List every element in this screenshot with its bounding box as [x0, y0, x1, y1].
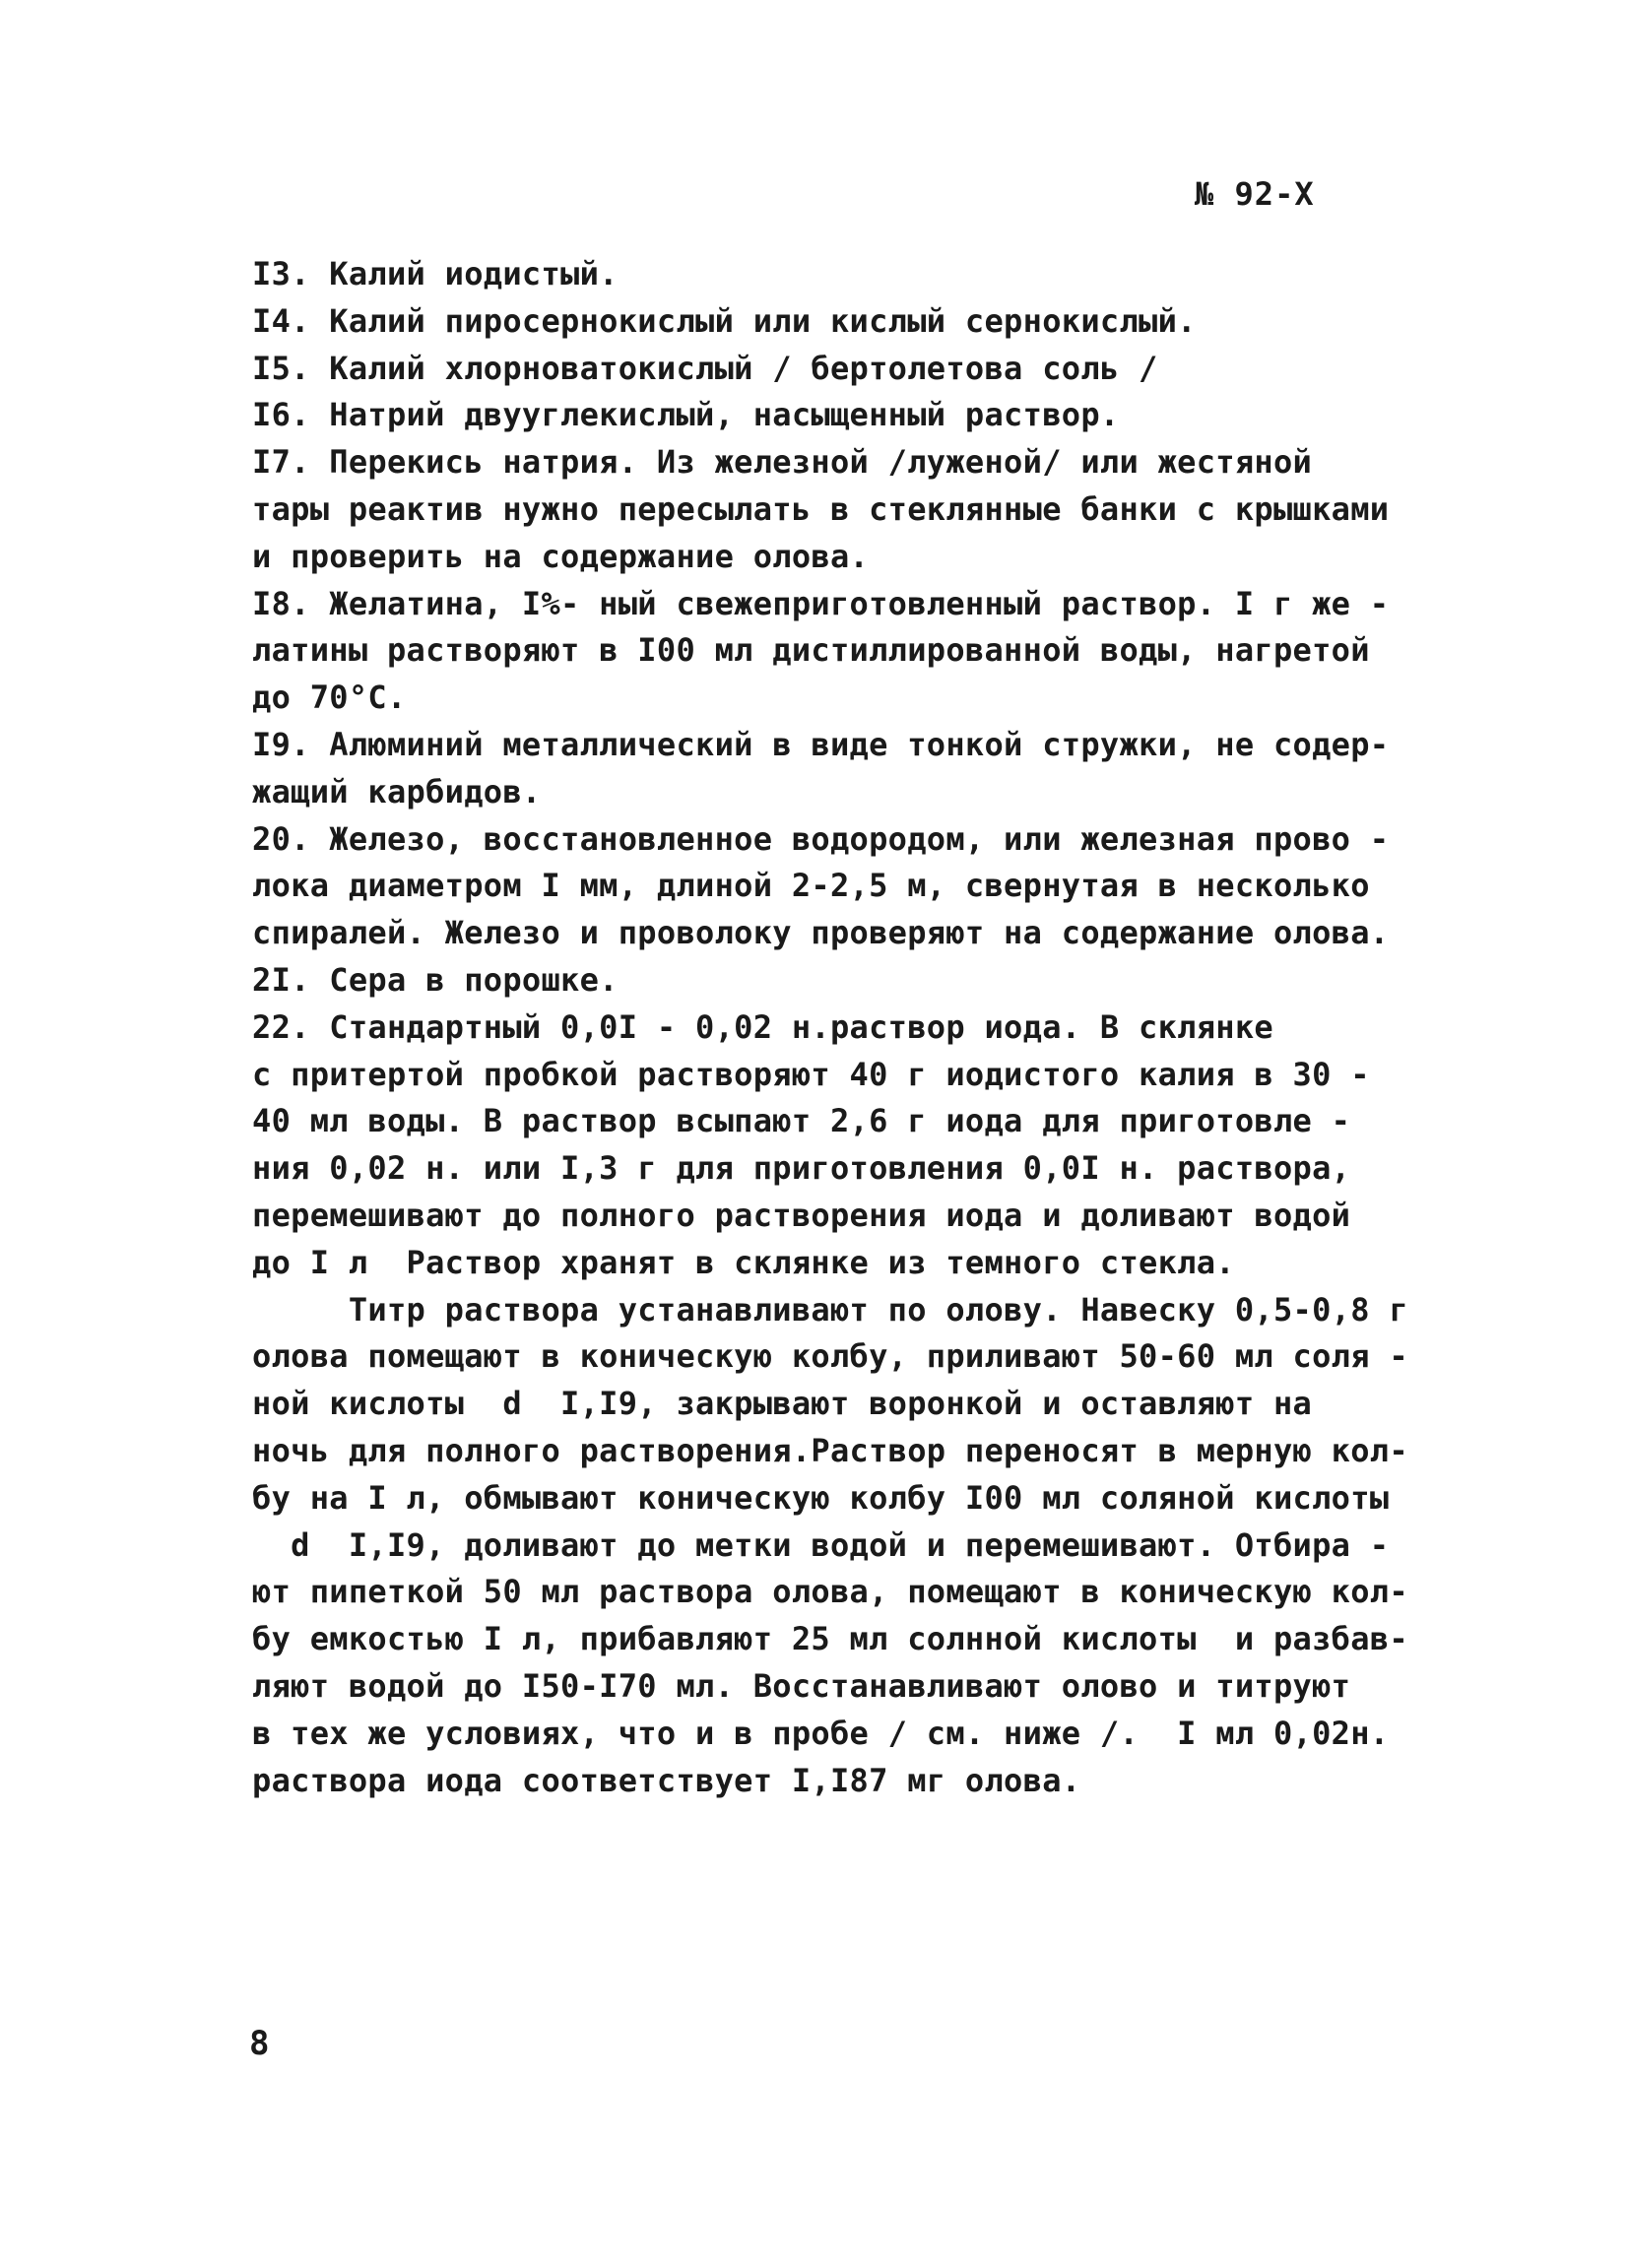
text-line: в тех же условиях, что и в пробе / см. ниже /. I мл 0,02н.	[252, 1714, 1390, 1752]
text-line: ной кислоты d I,I9, закрывают воронкой и оставляют на	[252, 1385, 1313, 1423]
text-line: 20. Железо, восстановленное водородом, или железная прово -	[252, 819, 1390, 858]
text-line: тары реактив нужно пересылать в стеклянные банки с крышками	[252, 489, 1390, 528]
text-line: I8. Желатина, I%- ный свежеприготовленный раствор. I г же -	[252, 584, 1390, 622]
text-line: d I,I9, доливают до метки водой и перемешивают. Отбира -	[252, 1525, 1390, 1564]
page-number: 8	[249, 2024, 270, 2063]
text-line: ют пипеткой 50 мл раствора олова, помещают в коническую кол-	[252, 1573, 1408, 1611]
document-number: № 92-X	[1195, 175, 1315, 213]
text-line: I9. Алюминий металлический в виде тонкой стружки, не содер-	[252, 725, 1390, 763]
text-line: и проверить на содержание олова.	[252, 537, 870, 575]
text-line: I5. Калий хлорноватокислый / бертолетова соль /	[252, 349, 1158, 387]
text-line: с притертой пробкой растворяют 40 г иодистого калия в 30 -	[252, 1055, 1370, 1093]
text-line: I7. Перекись натрия. Из железной /луженой/ или жестяной	[252, 443, 1313, 482]
text-line: жащий карбидов.	[252, 772, 542, 810]
text-line: I6. Натрий двууглекислый, насыщенный раствор.	[252, 396, 1120, 434]
body-text	[252, 251, 1414, 1804]
text-line: до 70°С.	[252, 679, 407, 717]
text-line: до I л Раствор хранят в склянке из темного стекла.	[252, 1243, 1235, 1281]
text-line: 40 мл воды. В раствор всыпают 2,6 г иода для приготовле -	[252, 1102, 1351, 1140]
text-line: ночь для полного растворения.Раствор переносят в мерную кол-	[252, 1431, 1408, 1469]
text-line: 22. Стандартный 0,0I - 0,02 н.раствор иода. В склянке	[252, 1007, 1273, 1046]
text-line: 2I. Сера в порошке.	[252, 960, 619, 999]
text-line: олова помещают в коническую колбу, приливают 50-60 мл соля -	[252, 1337, 1408, 1376]
text-line: раствора иода соответствует I,I87 мг олова.	[252, 1761, 1081, 1799]
text-line: бу емкостью I л, прибавляют 25 мл солнной кислоты и разбав-	[252, 1620, 1408, 1658]
text-line: бу на I л, обмывают коническую колбу I00 мл соляной кислоты	[252, 1478, 1390, 1517]
text-line: спиралей. Железо и проволоку проверяют на содержание олова.	[252, 914, 1390, 952]
text-line: ляют водой до I50-I70 мл. Восстанавливают олово и титруют	[252, 1666, 1351, 1705]
text-line: ния 0,02 н. или I,3 г для приготовления 0,0I н. раствора,	[252, 1149, 1351, 1188]
text-line: I3. Калий иодистый.	[252, 255, 619, 292]
text-line: I4. Калий пиросернокислый или кислый сернокислый.	[252, 301, 1197, 340]
text-line: перемешивают до полного растворения иода и доливают водой	[252, 1196, 1351, 1234]
text-line: латины растворяют в I00 мл дистиллированной воды, нагретой	[252, 631, 1370, 670]
text-line: Титр раствора устанавливают по олову. Навеску 0,5-0,8 г	[252, 1290, 1408, 1328]
text-line: лока диаметром I мм, длиной 2-2,5 м, свернутая в несколько	[252, 867, 1370, 905]
